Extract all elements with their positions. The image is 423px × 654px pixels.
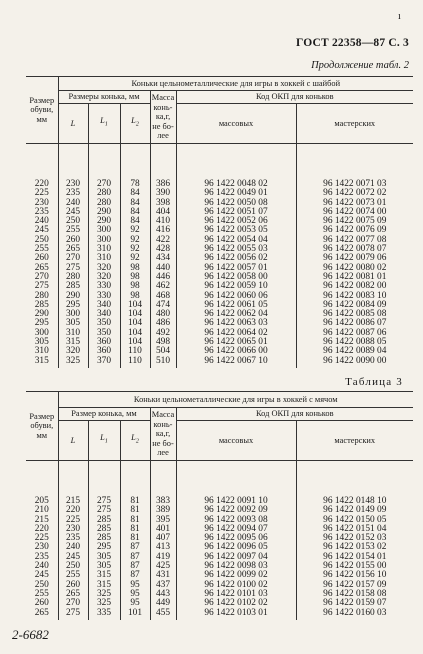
table-cell: 96 1422 0091 10 xyxy=(176,461,296,507)
table-cell: 96 1422 0076 09 xyxy=(296,226,413,235)
col-l2: $L_2$ xyxy=(120,104,150,144)
table-cell: 235 xyxy=(26,208,58,217)
table-cell: 96 1422 0159 07 xyxy=(296,599,413,608)
table-cell: 96 1422 0150 05 xyxy=(296,516,413,525)
table-cell: 96 1422 0060 06 xyxy=(176,292,296,301)
table-cell: 440 xyxy=(150,264,176,273)
table-cell: 315 xyxy=(88,571,120,580)
table-cell: 96 1422 0054 04 xyxy=(176,236,296,245)
table-row xyxy=(26,144,413,190)
table-cell: 96 1422 0056 02 xyxy=(176,254,296,263)
table-cell: 96 1422 0101 03 xyxy=(176,590,296,599)
table-cell: 310 xyxy=(58,329,88,338)
table-cell: 104 xyxy=(120,310,150,319)
table-cell: 455 xyxy=(150,609,176,620)
table-cell: 96 1422 0151 04 xyxy=(296,525,413,534)
table-cell: 255 xyxy=(58,226,88,235)
table-cell: 84 xyxy=(120,217,150,226)
table-cell: 245 xyxy=(26,571,58,580)
table-cell: 230 xyxy=(26,543,58,552)
table-cell: 350 xyxy=(88,329,120,338)
table-cell: 240 xyxy=(26,562,58,571)
table-cell: 295 xyxy=(26,319,58,328)
mass-header: Масса конька,г, не более xyxy=(150,408,176,461)
size-header: Размер обуви, мм xyxy=(26,77,58,144)
table-cell: 110 xyxy=(120,347,150,356)
table-cell: 390 xyxy=(150,189,176,198)
table-cell: 300 xyxy=(58,310,88,319)
table-cell: 87 xyxy=(120,562,150,571)
table-cell: 84 xyxy=(120,189,150,198)
table-cell: 81 xyxy=(120,461,150,507)
table-cell: 300 xyxy=(26,329,58,338)
table-cell: 96 1422 0049 01 xyxy=(176,189,296,198)
table-cell: 92 xyxy=(120,245,150,254)
table-cell: 510 xyxy=(150,357,176,368)
table-cell: 480 xyxy=(150,310,176,319)
table-cell: 265 xyxy=(58,245,88,254)
table-cell: 96 1422 0072 02 xyxy=(296,189,413,198)
table-cell: 104 xyxy=(120,301,150,310)
table-cell: 422 xyxy=(150,236,176,245)
table-cell: 235 xyxy=(58,534,88,543)
table-cell: 295 xyxy=(58,301,88,310)
table-cell: 240 xyxy=(26,217,58,226)
table-cell: 101 xyxy=(120,609,150,620)
col-l2: $L_2$ xyxy=(120,421,150,461)
table-row xyxy=(26,357,413,368)
table-cell: 95 xyxy=(120,581,150,590)
table-cell: 96 1422 0092 09 xyxy=(176,506,296,515)
table-row xyxy=(26,461,413,507)
table-cell: 300 xyxy=(88,226,120,235)
table-cell: 245 xyxy=(58,208,88,217)
table-cell: 104 xyxy=(120,329,150,338)
table-cell: 275 xyxy=(58,264,88,273)
table-cell: 265 xyxy=(26,609,58,620)
table-cell: 504 xyxy=(150,347,176,356)
table-cell: 92 xyxy=(120,226,150,235)
table-cell: 265 xyxy=(26,264,58,273)
table-cell: 305 xyxy=(88,562,120,571)
table-cell: 240 xyxy=(58,199,88,208)
table-cell: 96 1422 0080 02 xyxy=(296,264,413,273)
table-cell: 290 xyxy=(26,310,58,319)
table-cell: 250 xyxy=(58,217,88,226)
table-cell: 95 xyxy=(120,599,150,608)
table-cell: 270 xyxy=(58,254,88,263)
table-cell: 245 xyxy=(26,226,58,235)
table-cell: 92 xyxy=(120,254,150,263)
table-cell: 434 xyxy=(150,254,176,263)
table-cell: 360 xyxy=(88,347,120,356)
table-cell: 275 xyxy=(88,461,120,507)
table-cell: 230 xyxy=(58,525,88,534)
table-cell: 87 xyxy=(120,571,150,580)
table-cell: 280 xyxy=(58,273,88,282)
table-cell: 96 1422 0077 08 xyxy=(296,236,413,245)
table-cell: 96 1422 0052 06 xyxy=(176,217,296,226)
table-cell: 96 1422 0100 02 xyxy=(176,581,296,590)
table-cell: 285 xyxy=(88,534,120,543)
table-cell: 96 1422 0066 00 xyxy=(176,347,296,356)
table-3-label: Таблица 3 xyxy=(345,376,403,388)
table-cell: 225 xyxy=(26,534,58,543)
table-cell: 310 xyxy=(88,254,120,263)
table-cell: 468 xyxy=(150,292,176,301)
table-cell: 449 xyxy=(150,599,176,608)
table-cell: 96 1422 0057 01 xyxy=(176,264,296,273)
table-cell: 96 1422 0085 08 xyxy=(296,310,413,319)
table-cell: 335 xyxy=(88,609,120,620)
table-cell: 383 xyxy=(150,461,176,507)
table-cell: 220 xyxy=(26,144,58,190)
table-cell: 275 xyxy=(88,506,120,515)
table-cell: 98 xyxy=(120,292,150,301)
table-cell: 96 1422 0082 00 xyxy=(296,282,413,291)
table-cell: 325 xyxy=(88,590,120,599)
table-cell: 290 xyxy=(88,217,120,226)
table-cell: 305 xyxy=(88,553,120,562)
table-cell: 96 1422 0051 07 xyxy=(176,208,296,217)
table-cell: 386 xyxy=(150,144,176,190)
table-cell: 205 xyxy=(26,461,58,507)
table-cell: 250 xyxy=(26,581,58,590)
table-cell: 96 1422 0064 02 xyxy=(176,329,296,338)
table-cell: 419 xyxy=(150,553,176,562)
table-cell: 96 1422 0073 01 xyxy=(296,199,413,208)
table-cell: 96 1422 0071 03 xyxy=(296,144,413,190)
table-cell: 270 xyxy=(88,144,120,190)
table-cell: 225 xyxy=(58,516,88,525)
table-cell: 215 xyxy=(58,461,88,507)
table-cell: 320 xyxy=(58,347,88,356)
table-cell: 96 1422 0065 01 xyxy=(176,338,296,347)
table-cell: 96 1422 0081 01 xyxy=(296,273,413,282)
table-cell: 431 xyxy=(150,571,176,580)
table-cell: 260 xyxy=(26,254,58,263)
table-cell: 96 1422 0083 10 xyxy=(296,292,413,301)
table-cell: 255 xyxy=(26,245,58,254)
table-cell: 260 xyxy=(58,581,88,590)
corner-mark: ı xyxy=(398,11,401,22)
table-cell: 235 xyxy=(26,553,58,562)
table-cell: 295 xyxy=(88,543,120,552)
table-cell: 92 xyxy=(120,236,150,245)
group-title: Коньки цельнометаллические для игры в хоккей с шайбой xyxy=(58,77,413,91)
table-cell: 96 1422 0097 04 xyxy=(176,553,296,562)
table-cell: 87 xyxy=(120,543,150,552)
table-cell: 330 xyxy=(88,292,120,301)
table-cell: 443 xyxy=(150,590,176,599)
size-header: Размер обуви, мм xyxy=(26,392,58,461)
table-cell: 401 xyxy=(150,525,176,534)
table-cell: 84 xyxy=(120,208,150,217)
col-l: L xyxy=(58,421,88,461)
table-cell: 96 1422 0084 09 xyxy=(296,301,413,310)
table-cell: 462 xyxy=(150,282,176,291)
table-cell: 96 1422 0157 09 xyxy=(296,581,413,590)
table-cell: 230 xyxy=(26,199,58,208)
table-3 xyxy=(26,391,413,620)
col-mass-okp: массовых xyxy=(176,421,296,461)
table-cell: 96 1422 0048 02 xyxy=(176,144,296,190)
table-cell: 290 xyxy=(88,208,120,217)
table-cell: 270 xyxy=(58,599,88,608)
table-cell: 265 xyxy=(58,590,88,599)
table-cell: 310 xyxy=(26,347,58,356)
table-cell: 96 1422 0059 10 xyxy=(176,282,296,291)
table-cell: 96 1422 0050 08 xyxy=(176,199,296,208)
page-footer: 2-6682 xyxy=(12,627,49,642)
table-cell: 225 xyxy=(26,189,58,198)
table-cell: 98 xyxy=(120,273,150,282)
table-cell: 310 xyxy=(88,245,120,254)
table-cell: 280 xyxy=(88,199,120,208)
table-cell: 81 xyxy=(120,525,150,534)
table-cell: 325 xyxy=(88,599,120,608)
table-cell: 96 1422 0158 08 xyxy=(296,590,413,599)
table-cell: 410 xyxy=(150,217,176,226)
table-2-continued xyxy=(26,76,413,368)
table-cell: 96 1422 0063 03 xyxy=(176,319,296,328)
table-cell: 104 xyxy=(120,319,150,328)
table-cell: 96 1422 0148 10 xyxy=(296,461,413,507)
table-cell: 78 xyxy=(120,144,150,190)
table-cell: 315 xyxy=(88,581,120,590)
table-cell: 270 xyxy=(26,273,58,282)
table-cell: 96 1422 0149 09 xyxy=(296,506,413,515)
table-cell: 96 1422 0061 05 xyxy=(176,301,296,310)
table-cell: 96 1422 0093 08 xyxy=(176,516,296,525)
table-cell: 350 xyxy=(88,319,120,328)
table-cell: 395 xyxy=(150,516,176,525)
table-cell: 492 xyxy=(150,329,176,338)
table-cell: 96 1422 0062 04 xyxy=(176,310,296,319)
table-cell: 96 1422 0160 03 xyxy=(296,609,413,620)
table-cell: 300 xyxy=(88,236,120,245)
table-cell: 320 xyxy=(88,273,120,282)
table-cell: 96 1422 0090 00 xyxy=(296,357,413,368)
table-cell: 305 xyxy=(26,338,58,347)
table-cell: 96 1422 0153 02 xyxy=(296,543,413,552)
continuation-label: Продолжение табл. 2 xyxy=(311,60,409,71)
table-cell: 95 xyxy=(120,590,150,599)
table-cell: 285 xyxy=(26,301,58,310)
table-cell: 498 xyxy=(150,338,176,347)
table-cell: 407 xyxy=(150,534,176,543)
table-cell: 370 xyxy=(88,357,120,368)
col-mass-okp: массовых xyxy=(176,104,296,144)
table-cell: 96 1422 0094 07 xyxy=(176,525,296,534)
table-cell: 275 xyxy=(26,282,58,291)
table-cell: 416 xyxy=(150,226,176,235)
page-header: ГОСТ 22358—87 С. 3 xyxy=(296,37,409,49)
table-cell: 81 xyxy=(120,534,150,543)
table-cell: 360 xyxy=(88,338,120,347)
table-cell: 96 1422 0088 05 xyxy=(296,338,413,347)
table-cell: 404 xyxy=(150,208,176,217)
table-cell: 330 xyxy=(88,282,120,291)
table-cell: 96 1422 0078 07 xyxy=(296,245,413,254)
dims-header: Размер конька, мм xyxy=(58,408,150,421)
table-cell: 215 xyxy=(26,516,58,525)
table-cell: 96 1422 0087 06 xyxy=(296,329,413,338)
table-cell: 285 xyxy=(88,516,120,525)
table-cell: 230 xyxy=(58,144,88,190)
table-cell: 235 xyxy=(58,189,88,198)
table-cell: 96 1422 0102 02 xyxy=(176,599,296,608)
table-cell: 96 1422 0098 03 xyxy=(176,562,296,571)
col-l: L xyxy=(58,104,88,144)
table-row xyxy=(26,609,413,620)
table-cell: 210 xyxy=(26,506,58,515)
table-cell: 98 xyxy=(120,282,150,291)
table-cell: 446 xyxy=(150,273,176,282)
table-cell: 96 1422 0074 00 xyxy=(296,208,413,217)
table-cell: 110 xyxy=(120,357,150,368)
table-cell: 104 xyxy=(120,338,150,347)
table-cell: 255 xyxy=(58,571,88,580)
okp-header: Код ОКП для коньков xyxy=(176,91,413,104)
table-cell: 325 xyxy=(58,357,88,368)
table-cell: 96 1422 0086 07 xyxy=(296,319,413,328)
table-cell: 96 1422 0156 10 xyxy=(296,571,413,580)
mass-header: Масса конька,г, не более xyxy=(150,91,176,144)
table-cell: 96 1422 0053 05 xyxy=(176,226,296,235)
table-cell: 428 xyxy=(150,245,176,254)
table-cell: 98 xyxy=(120,264,150,273)
table-cell: 260 xyxy=(26,599,58,608)
table-cell: 275 xyxy=(58,609,88,620)
table-cell: 260 xyxy=(58,236,88,245)
table-cell: 96 1422 0155 00 xyxy=(296,562,413,571)
table-cell: 84 xyxy=(120,199,150,208)
okp-header: Код ОКП для коньков xyxy=(176,408,413,421)
table-cell: 340 xyxy=(88,310,120,319)
table-cell: 245 xyxy=(58,553,88,562)
table-cell: 389 xyxy=(150,506,176,515)
table-cell: 240 xyxy=(58,543,88,552)
table-cell: 290 xyxy=(58,292,88,301)
table-cell: 437 xyxy=(150,581,176,590)
table-cell: 96 1422 0103 01 xyxy=(176,609,296,620)
table-cell: 96 1422 0058 00 xyxy=(176,273,296,282)
group-title: Коньки цельнометаллические для игры в хоккей с мячом xyxy=(58,392,413,408)
col-l1: $L_1$ xyxy=(88,421,120,461)
table-cell: 315 xyxy=(26,357,58,368)
col-master-okp: мастерских xyxy=(296,421,413,461)
table-cell: 96 1422 0154 01 xyxy=(296,553,413,562)
table-cell: 486 xyxy=(150,319,176,328)
table-cell: 96 1422 0075 09 xyxy=(296,217,413,226)
table-cell: 96 1422 0096 05 xyxy=(176,543,296,552)
table-cell: 255 xyxy=(26,590,58,599)
table-cell: 81 xyxy=(120,516,150,525)
table-cell: 474 xyxy=(150,301,176,310)
col-l1: $L_1$ xyxy=(88,104,120,144)
col-master-okp: мастерских xyxy=(296,104,413,144)
table-cell: 96 1422 0095 06 xyxy=(176,534,296,543)
table-cell: 398 xyxy=(150,199,176,208)
table-cell: 413 xyxy=(150,543,176,552)
table-cell: 320 xyxy=(88,264,120,273)
table-cell: 425 xyxy=(150,562,176,571)
table-cell: 96 1422 0067 10 xyxy=(176,357,296,368)
table-cell: 220 xyxy=(26,525,58,534)
table-cell: 96 1422 0079 06 xyxy=(296,254,413,263)
table-cell: 96 1422 0089 04 xyxy=(296,347,413,356)
table-cell: 315 xyxy=(58,338,88,347)
table-cell: 96 1422 0099 02 xyxy=(176,571,296,580)
table-cell: 96 1422 0055 03 xyxy=(176,245,296,254)
table-cell: 250 xyxy=(58,562,88,571)
dims-header: Размеры конька, мм xyxy=(58,91,150,104)
table-cell: 340 xyxy=(88,301,120,310)
table-cell: 96 1422 0152 03 xyxy=(296,534,413,543)
table-cell: 280 xyxy=(88,189,120,198)
table-cell: 220 xyxy=(58,506,88,515)
table-cell: 280 xyxy=(26,292,58,301)
table-cell: 285 xyxy=(88,525,120,534)
table-cell: 305 xyxy=(58,319,88,328)
table-cell: 285 xyxy=(58,282,88,291)
table-cell: 250 xyxy=(26,236,58,245)
table-cell: 87 xyxy=(120,553,150,562)
table-cell: 81 xyxy=(120,506,150,515)
